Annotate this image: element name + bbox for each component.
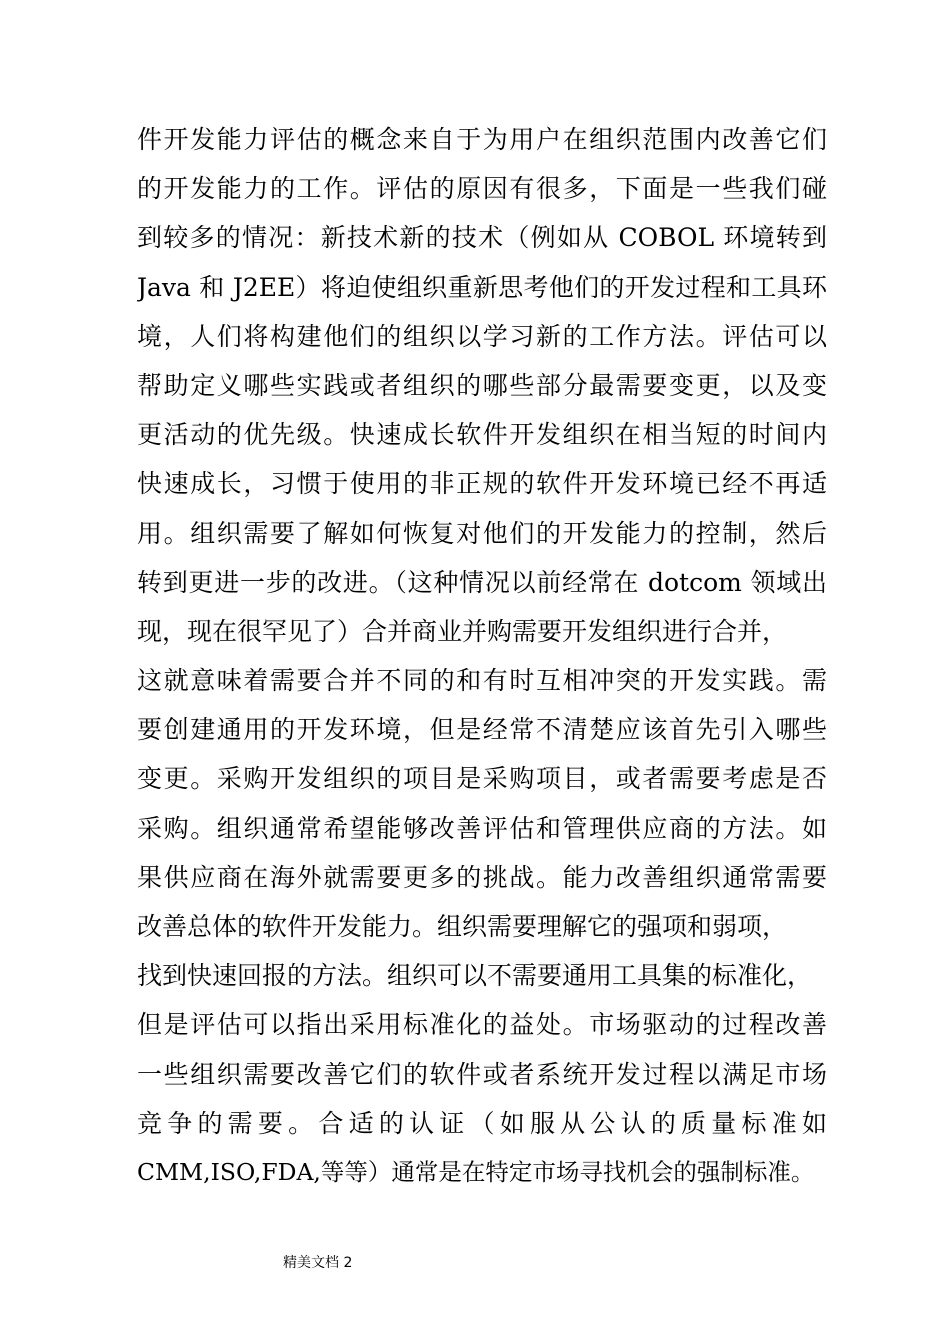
text-line: 一些组织需要改善它们的软件或者系统开发过程以满足市场 — [137, 1059, 827, 1089]
body-text — [137, 115, 827, 1197]
page-footer: 精美文档 2 — [283, 1255, 353, 1271]
text-line: 现，现在很罕见了）合并商业并购需要开发组织进行合并， — [137, 616, 788, 646]
text-line: 件开发能力评估的概念来自于为用户在组织范围内改善它们 — [137, 125, 827, 154]
text-line: 找到快速回报的方法。组织可以不需要通用工具集的标准化， — [137, 961, 813, 991]
text-line: 帮助定义哪些实践或者组织的哪些部分最需要变更，以及变 — [137, 370, 827, 400]
text-line: 采购。组织通常希望能够改善评估和管理供应商的方法。如 — [137, 813, 827, 843]
text-line: 果供应商在海外就需要更多的挑战。能力改善组织通常需要 — [137, 862, 827, 892]
text-line: 用。组织需要了解如何恢复对他们的开发能力的控制，然后 — [137, 518, 827, 548]
text-line: CMM,ISO,FDA,等等）通常是在特定市场寻找机会的强制标准。 — [137, 1157, 815, 1186]
text-line: 要创建通用的开发环境，但是经常不清楚应该首先引入哪些 — [137, 715, 827, 745]
text-line: 转到更进一步的改进。（这种情况以前经常在 dotcom 领域出 — [137, 567, 827, 597]
text-line: 竞争的需要。合适的认证（如服从公认的质量标准如 — [137, 1108, 827, 1138]
text-line: 但是评估可以指出采用标准化的益处。市场驱动的过程改善 — [137, 1010, 827, 1040]
text-line: 快速成长，习惯于使用的非正规的软件开发环境已经不再适 — [137, 469, 827, 499]
text-line: 更活动的优先级。快速成长软件开发组织在相当短的时间内 — [137, 420, 827, 450]
text-line: 变更。采购开发组织的项目是采购项目，或者需要考虑是否 — [137, 764, 827, 794]
text-line: 境，人们将构建他们的组织以学习新的工作方法。评估可以 — [137, 321, 827, 351]
text-line: 改善总体的软件开发能力。组织需要理解它的强项和弱项， — [137, 912, 788, 941]
text-line: 这就意味着需要合并不同的和有时互相冲突的开发实践。需 — [137, 666, 827, 696]
text-line: 的开发能力的工作。评估的原因有很多，下面是一些我们碰 — [137, 174, 827, 204]
text-line: 到较多的情况：新技术新的技术（例如从 COBOL 环境转到 — [137, 223, 827, 253]
text-line: Java 和 J2EE）将迫使组织重新思考他们的开发过程和工具环 — [137, 272, 827, 302]
